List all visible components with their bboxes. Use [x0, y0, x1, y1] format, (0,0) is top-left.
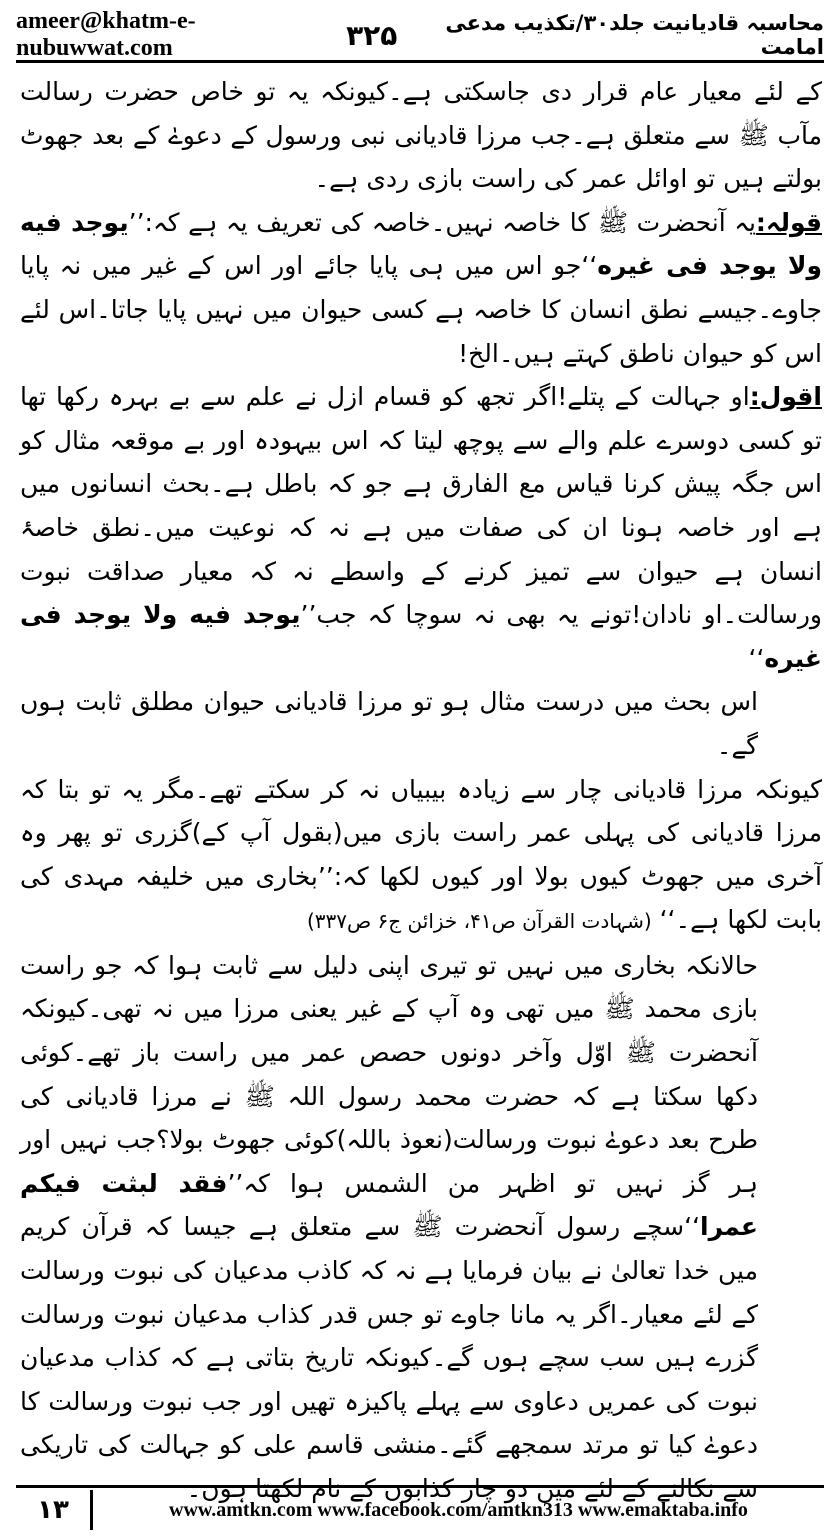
p6-text-b: ‘‘سچے رسول آنحضرت ﷺ سے متعلق ہے جیسا کہ قرآن کریم میں خدا تعالیٰ نے بیان فرمایا ہے نہ کہ کاذب مدعیان کی نبوت ورسالت کے لئے معیار۔اگر یہ مانا جاوے تو جس قدر کذاب مدعیان نبوت ورسالت گزرے ہیں سب سچے ہوں گے۔کیونکہ تاریخ بتاتی ہے کہ کذاب مدعیان نبوت کی عمریں دعاوی سے پہلے پاکیزہ تھیں اور جب نبوت ورسالت کا دعوےٰ کیا تو مرتد سمجھے گئے۔منشی قاسم علی کو جہالت کی تاریکی سے نکالنے کے لئے میں دو چار کذابوں کے نام لکھتا ہوں۔ [20, 1212, 758, 1503]
p3-text-a: او جہالت کے پتلے!اگر تجھ کو قسام ازل نے علم سے بے بہرہ رکھا تھا تو کسی دوسرے علم والے سے پوچھ لیتا کہ اس بیہودہ اور بے موقعہ مثال کو اس جگہ پیش کرنا قیاس مع الفارق ہے جو کہ باطل ہے۔بحث انسانوں میں ہے اور خاصہ ہونا ان کی صفات میں ہے نہ کہ نوعیت میں۔نطق خاصۂ انسان ہے حیوان سے تمیز کرنے کے واسطے نہ کہ معیار صداقت نبوت ورسالت۔او نادان!تونے یہ بھی نہ سوچا کہ جب’’ [20, 382, 822, 630]
paragraph-3 [20, 375, 822, 680]
p6-text-a: حالانکہ بخاری میں نہیں تو تیری اپنی دلیل سے ثابت ہوا کہ جو راست بازی محمد ﷺ میں تھی وہ آپ کے غیر یعنی مرزا میں نہ تھی۔کیونکہ آنحضرت ﷺ اوّل وآخر دونوں حصص عمر میں راست باز تھے۔کوئی دکھا سکتا ہے کہ حضرت محمد رسول اللہ ﷺ نے مرزا قادیانی کی طرح بعد دعوےٰ نبوت ورسالت(نعوذ باللہ)کوئی جھوٹ بولا؟جب نہیں اور ہر گز نہیں تو اظہر من الشمس ہوا کہ’’ [20, 950, 758, 1198]
paragraph-4 [20, 680, 822, 767]
page-footer [16, 1485, 824, 1532]
page-number: ۳۲۵ [346, 18, 398, 52]
header-left [16, 8, 397, 62]
header-rule [16, 60, 824, 63]
paragraph-2 [20, 201, 822, 375]
page-body [20, 70, 822, 1511]
reference-citation: (شہادت القرآن ص۴۱، خزائن ج۶ ص۳۳۷) [306, 909, 652, 934]
p2-text-b: ‘‘جو اس میں ہی پایا جائے اور اس کے غیر میں نہ پایا جاوے۔جیسے نطق انسان کا خاصہ ہے کسی حیوان میں نہیں پایا جاتا۔اس لئے اس کو حیوان ناطق کہتے ہیں۔الخ! [20, 251, 822, 368]
p4-text: اس بحث میں درست مثال ہو تو مرزا قادیانی حیوان مطلق ثابت ہوں گے۔ [20, 687, 758, 760]
p6-arabic-quote: فقد لبثت فیکم عمرا [20, 1168, 758, 1242]
p1-text: کے لئے معیار عام قرار دی جاسکتی ہے۔کیونکہ یہ تو خاص حضرت رسالت مآب ﷺ سے متعلق ہے۔جب مرزا قادیانی نبی ورسول کے دعوےٰ کے بعد جھوٹ بولتے ہیں تو اوائل عمر کی راست بازی ردی ہے۔ [20, 77, 822, 194]
p5-text: کیونکہ مرزا قادیانی چار سے زیادہ بیبیاں نہ کر سکتے تھے۔مگر یہ تو بتا کہ مرزا قادیانی کی پہلی عمر راست بازی میں(بقول آپ کے)گزری تو پھر وہ آخری میں جھوٹ کیوں بولا اور کیوں لکھا کہ:’’بخاری میں خلیفہ مہدی کی بابت لکھا ہے۔‘‘ [20, 774, 822, 935]
footer-links[interactable]: www.amtkn.com www.facebook.com/amtkn313 www.emaktaba.info [169, 1498, 748, 1521]
running-title: محاسبہ قادیانیت جلد۳۰/تکذیب مدعی امامت [445, 11, 824, 59]
p2-arabic-quote: یوجد فیه ولا یوجد فی غیره [20, 207, 823, 281]
paragraph-6 [20, 944, 822, 1511]
p3-text-b: ‘‘ [748, 643, 765, 673]
aqool-label: اقول: [749, 382, 822, 412]
paragraph-1 [20, 70, 822, 201]
page-header [16, 8, 824, 61]
footer-number: ۱۳ [16, 1490, 93, 1530]
paragraph-5 [20, 768, 822, 944]
p2-text-a: یہ آنحضرت ﷺ کا خاصہ نہیں۔خاصہ کی تعریف یہ ہے کہ:’’ [128, 207, 756, 237]
header-email[interactable]: ameer@khatm-e-nubuwwat.com [16, 8, 196, 61]
qaulahu-label: قولہ: [755, 207, 822, 237]
p3-arabic-quote: یوجد فیه ولا یوجد فی غیره [20, 600, 822, 673]
